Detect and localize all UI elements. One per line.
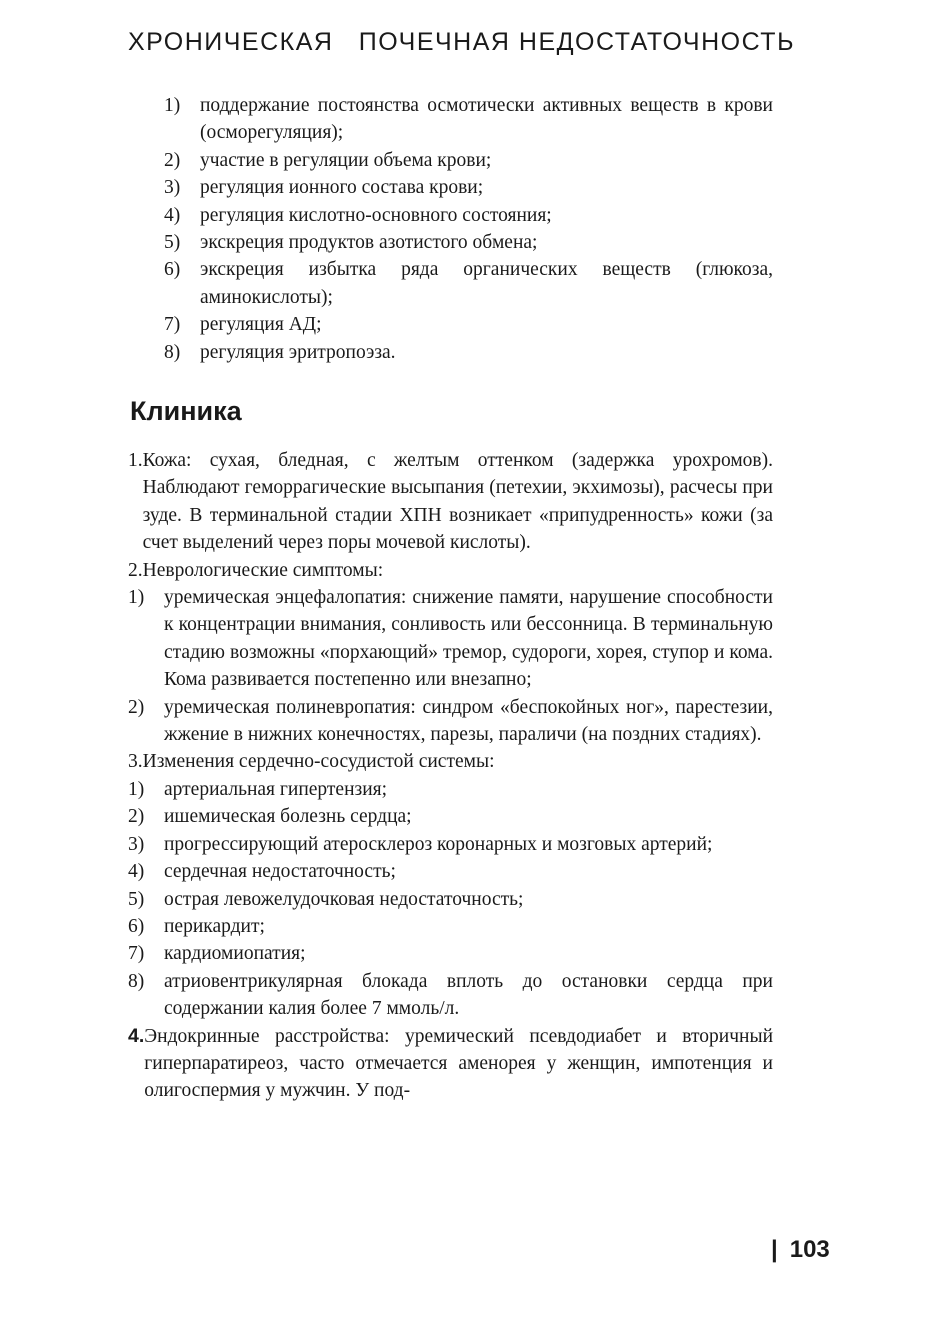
sublist-item [128,831,773,858]
sublist-item [128,913,773,940]
clinic-item [128,1023,773,1105]
list-number: 6) [164,259,181,281]
list-text: уремическая полиневропатия: синдром «беспокойных ног», парестезии, жжение в нижних конечностях, парезы, параличи (на поздних стадиях). [164,696,773,746]
list-number: 2) [128,696,145,718]
list-item [164,202,773,229]
page-number [771,1236,830,1264]
list-text: сердечная недостаточность; [164,861,396,883]
list-number: 3) [164,177,181,199]
sublist-item [128,886,773,913]
sublist-item [128,803,773,830]
list-number: 7) [164,314,181,336]
list-text: регуляция АД; [200,314,322,336]
list-number: 2) [164,149,181,171]
clinic-list [128,447,773,1105]
list-number: 3) [128,833,145,855]
sublist-item [128,968,773,1023]
list-number: 4) [164,204,181,226]
list-item [164,339,773,366]
list-text: Неврологические симптомы: [142,559,384,581]
list-number: 1) [128,778,145,800]
list-item [164,92,773,147]
list-text: перикардит; [164,915,265,937]
list-text: Эндокринные расстройства: уремический псевдодиабет и вторичный гиперпаратиреоз, часто отмечается аменорея у женщин, импотенция и олигоспермия у мужчин. У под- [144,1025,773,1102]
list-number: 2) [128,806,145,828]
list-number: 4. [128,1024,145,1047]
list-item [164,311,773,338]
list-item [164,256,773,311]
list-text: регуляция кислотно-основного состояния; [200,204,552,226]
sublist-item [128,776,773,803]
list-item [164,174,773,201]
list-item [164,229,773,256]
list-text: Изменения сердечно-сосудистой системы: [142,751,495,773]
list-text: прогрессирующий атеросклероз коронарных и мозговых артерий; [164,833,713,855]
list-text: кардиомиопатия; [164,943,306,965]
sublist-item [128,858,773,885]
page-number-value: 103 [789,1236,830,1263]
cardiovascular-sublist [128,776,773,1023]
list-text: экскреция продуктов азотистого обмена; [200,232,538,254]
list-number: 8) [128,970,145,992]
list-text: участие в регуляции объема крови; [200,149,492,171]
list-text: ишемическая болезнь сердца; [164,806,412,828]
sublist-item [128,940,773,967]
list-number: 8) [164,341,181,363]
list-text: поддержание постоянства осмотически активных веществ в крови (осморегуляция); [200,95,773,144]
list-text: артериальная гипертензия; [164,778,388,800]
clinic-item [128,447,773,557]
page-number-separator: | [771,1236,778,1263]
list-text: острая левожелудочковая недостаточность; [164,888,524,910]
list-text: регуляция эритропоэза. [200,341,396,363]
list-number: 1) [164,95,181,116]
list-text: регуляция ионного состава крови; [200,177,484,199]
list-text: уремическая энцефалопатия: снижение памяти, нарушение способности к концентрации внимания, сонливость или бессонница. В терминальную стадию возможны «порхающий» тремор, судороги, хорея, ступор и кома. Кома развивается постепенно или внезапно; [164,587,773,691]
list-number: 5) [164,232,181,254]
list-number: 5) [128,888,145,910]
list-text: Кожа: сухая, бледная, с желтым оттенком (задержка урохромов). Наблюдают геморрагические высыпания (петехии, экхимозы), расчесы при зуде. В терминальной стадии ХПН возникает «припудренность» кожи (за счет выделений через поры мочевой кислоты). [142,450,773,554]
neurologic-sublist [128,584,773,748]
kidney-functions-list [164,92,773,366]
list-number: 6) [128,915,145,937]
list-number: 4) [128,861,145,883]
list-number: 1. [128,450,143,471]
list-number: 7) [128,943,145,965]
list-text: атриовентрикулярная блокада вплоть до остановки сердца при содержании калия более 7 ммоль/л. [164,970,773,1020]
clinic-item [128,748,773,1022]
sublist-item [128,694,773,749]
list-number: 1) [128,587,145,609]
list-number: 2. [128,559,143,581]
list-item [164,147,773,174]
section-heading: Клиника [130,396,242,426]
list-number: 3. [128,751,143,773]
clinic-item [128,557,773,749]
running-header: ХРОНИЧЕСКАЯ ПОЧЕЧНАЯ НЕДОСТАТОЧНОСТЬ [128,28,795,56]
list-text: экскреция избытка ряда органических веществ (глюкоза, аминокислоты); [200,259,773,308]
sublist-item [128,584,773,694]
